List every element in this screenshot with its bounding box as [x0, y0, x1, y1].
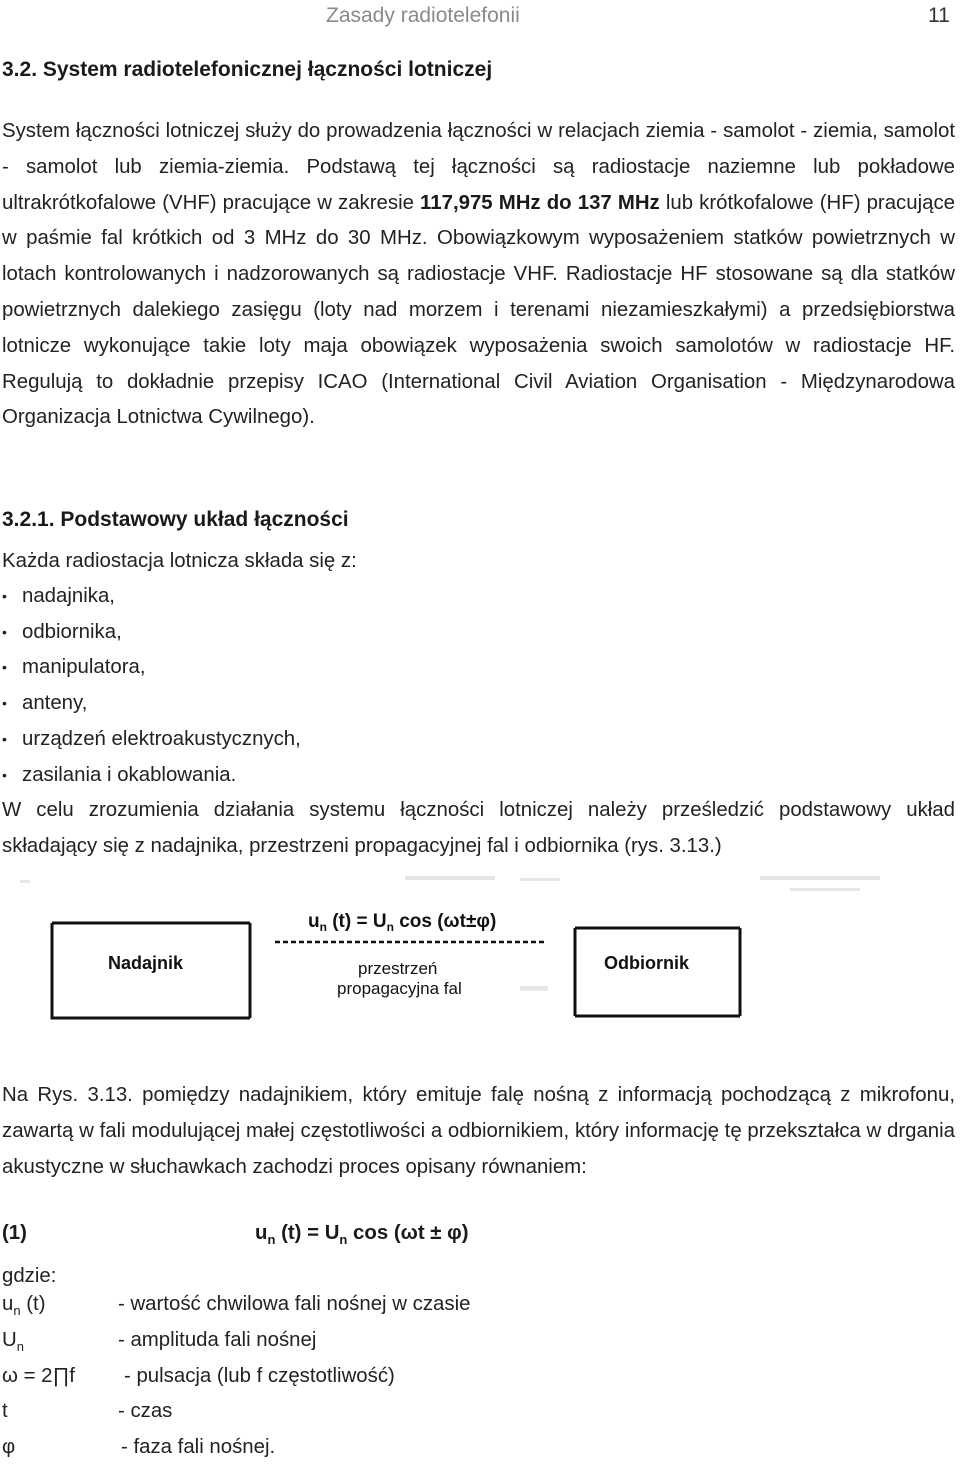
list-item-text: zasilania i okablowania. [22, 763, 237, 786]
list-item [2, 579, 301, 615]
list-item [2, 615, 301, 651]
definition-description: - pulsacja (lub f częstotliwość) [124, 1365, 395, 1387]
list-item [2, 722, 301, 758]
page-number: 11 [928, 4, 950, 27]
space-label-1: przestrzeń [358, 959, 438, 978]
receiver-label: Odbiornik [604, 953, 689, 973]
definition-description: - czas [118, 1400, 173, 1422]
component-list [2, 579, 301, 793]
equation-intro-paragraph: Na Rys. 3.13. pomiędzy nadajnikiem, który emituje falę nośną z informacją pochodzącą z mikrofonu, zawartą w fali modulującej małej częstotliwości a odbiornikiem, który informację tę przekształca w drgania akustyczne w słuchawkach zachodzi proces opisany równaniem: [2, 1084, 955, 1178]
definition-symbol: $u_n$ (t) [2, 1293, 46, 1319]
bullet-dot: • [2, 623, 7, 640]
list-item-text: manipulatora, [22, 656, 146, 679]
diagram-formula: $u_n$ $(t) = U_n$ cos (ωt±φ) [308, 911, 497, 934]
list-item [2, 650, 301, 686]
list-item [2, 758, 301, 794]
radio-link-diagram [0, 868, 960, 1048]
paragraph-text: lub krótkofalowe (HF) pracujące w paśmie fal krótkich od 3 MHz do 30 MHz. Obowiązkowym wyposażeniem statków powietrznych w lotach kontrolowanych i nadzorowanych są radiostacje VHF. Radiostacje HF stosowane są dla statków powietrznych dalekiego zasięgu (loty nad morzem i terenami niezamieszkałymi) a przedsiębiorstwa lotnicze wykonujące takie loty maja obowiązek wyposażenia swoich samolotów w radiostacje HF. Regulują to dokładnie przepisy ICAO (International Civil Aviation Organisation - Międzynarodowa Organizacja Lotnictwa Cywilnego). [2, 191, 956, 429]
space-label-2: propagacyjna fal [337, 979, 462, 998]
bullet-dot: • [2, 766, 7, 783]
definition-symbol: t [2, 1400, 8, 1422]
definition-description: - wartość chwilowa fali nośnej w czasie [118, 1293, 471, 1315]
equation: $u_n$ $(t) = U_n$ cos (ωt ± φ) [255, 1222, 469, 1248]
definition-description: - faza fali nośnej. [121, 1436, 276, 1458]
where-label: gdzie: [2, 1265, 57, 1287]
section-heading: 3.2. System radiotelefonicznej łączności lotniczej [2, 58, 493, 81]
subsection-heading: 3.2.1. Podstawowy układ łączności [2, 508, 349, 531]
bullet-dot: • [2, 588, 7, 604]
paragraph-text: System łączności lotniczej służy do prowadzenia łączności w relacjach ziemia - samolot - ziemia, samolot - samolot lub ziemia-ziemia. Podstawą tej łączności są radiostacje naziemne lub pokładowe ultrakrótkofalowe (VHF) pracujące w zakresie [2, 120, 955, 214]
definition-symbol: $U_n$ [2, 1329, 24, 1355]
bullet-dot: • [2, 730, 7, 747]
list-item-text: anteny, [22, 692, 88, 715]
equation-number: (1) [2, 1222, 27, 1244]
definition-symbol: ω = 2∏f [2, 1365, 75, 1387]
section-paragraph [2, 114, 955, 436]
diagram-intro-paragraph: W celu zrozumienia działania systemu łączności lotniczej należy prześledzić podstawowy układ składający się z nadajnika, przestrzeni propagacyjnej fal i odbiornika (rys. 3.13.) [2, 799, 955, 857]
list-item-text: urządzeń elektroakustycznych, [22, 727, 301, 750]
transmitter-label: Nadajnik [108, 953, 184, 973]
subsection-intro: Każda radiostacja lotnicza składa się z: [2, 550, 357, 572]
list-item [2, 686, 301, 722]
bullet-dot: • [2, 659, 7, 676]
definition-symbol: φ [2, 1436, 16, 1458]
list-item-text: odbiornika, [22, 620, 122, 643]
definition-description: - amplituda fali nośnej [118, 1329, 317, 1351]
running-title: Zasady radiotelefonii [326, 4, 520, 27]
list-item-text: nadajnika, [22, 585, 115, 607]
bullet-dot: • [2, 695, 7, 712]
frequency-range: 117,975 MHz do 137 MHz [420, 191, 660, 214]
